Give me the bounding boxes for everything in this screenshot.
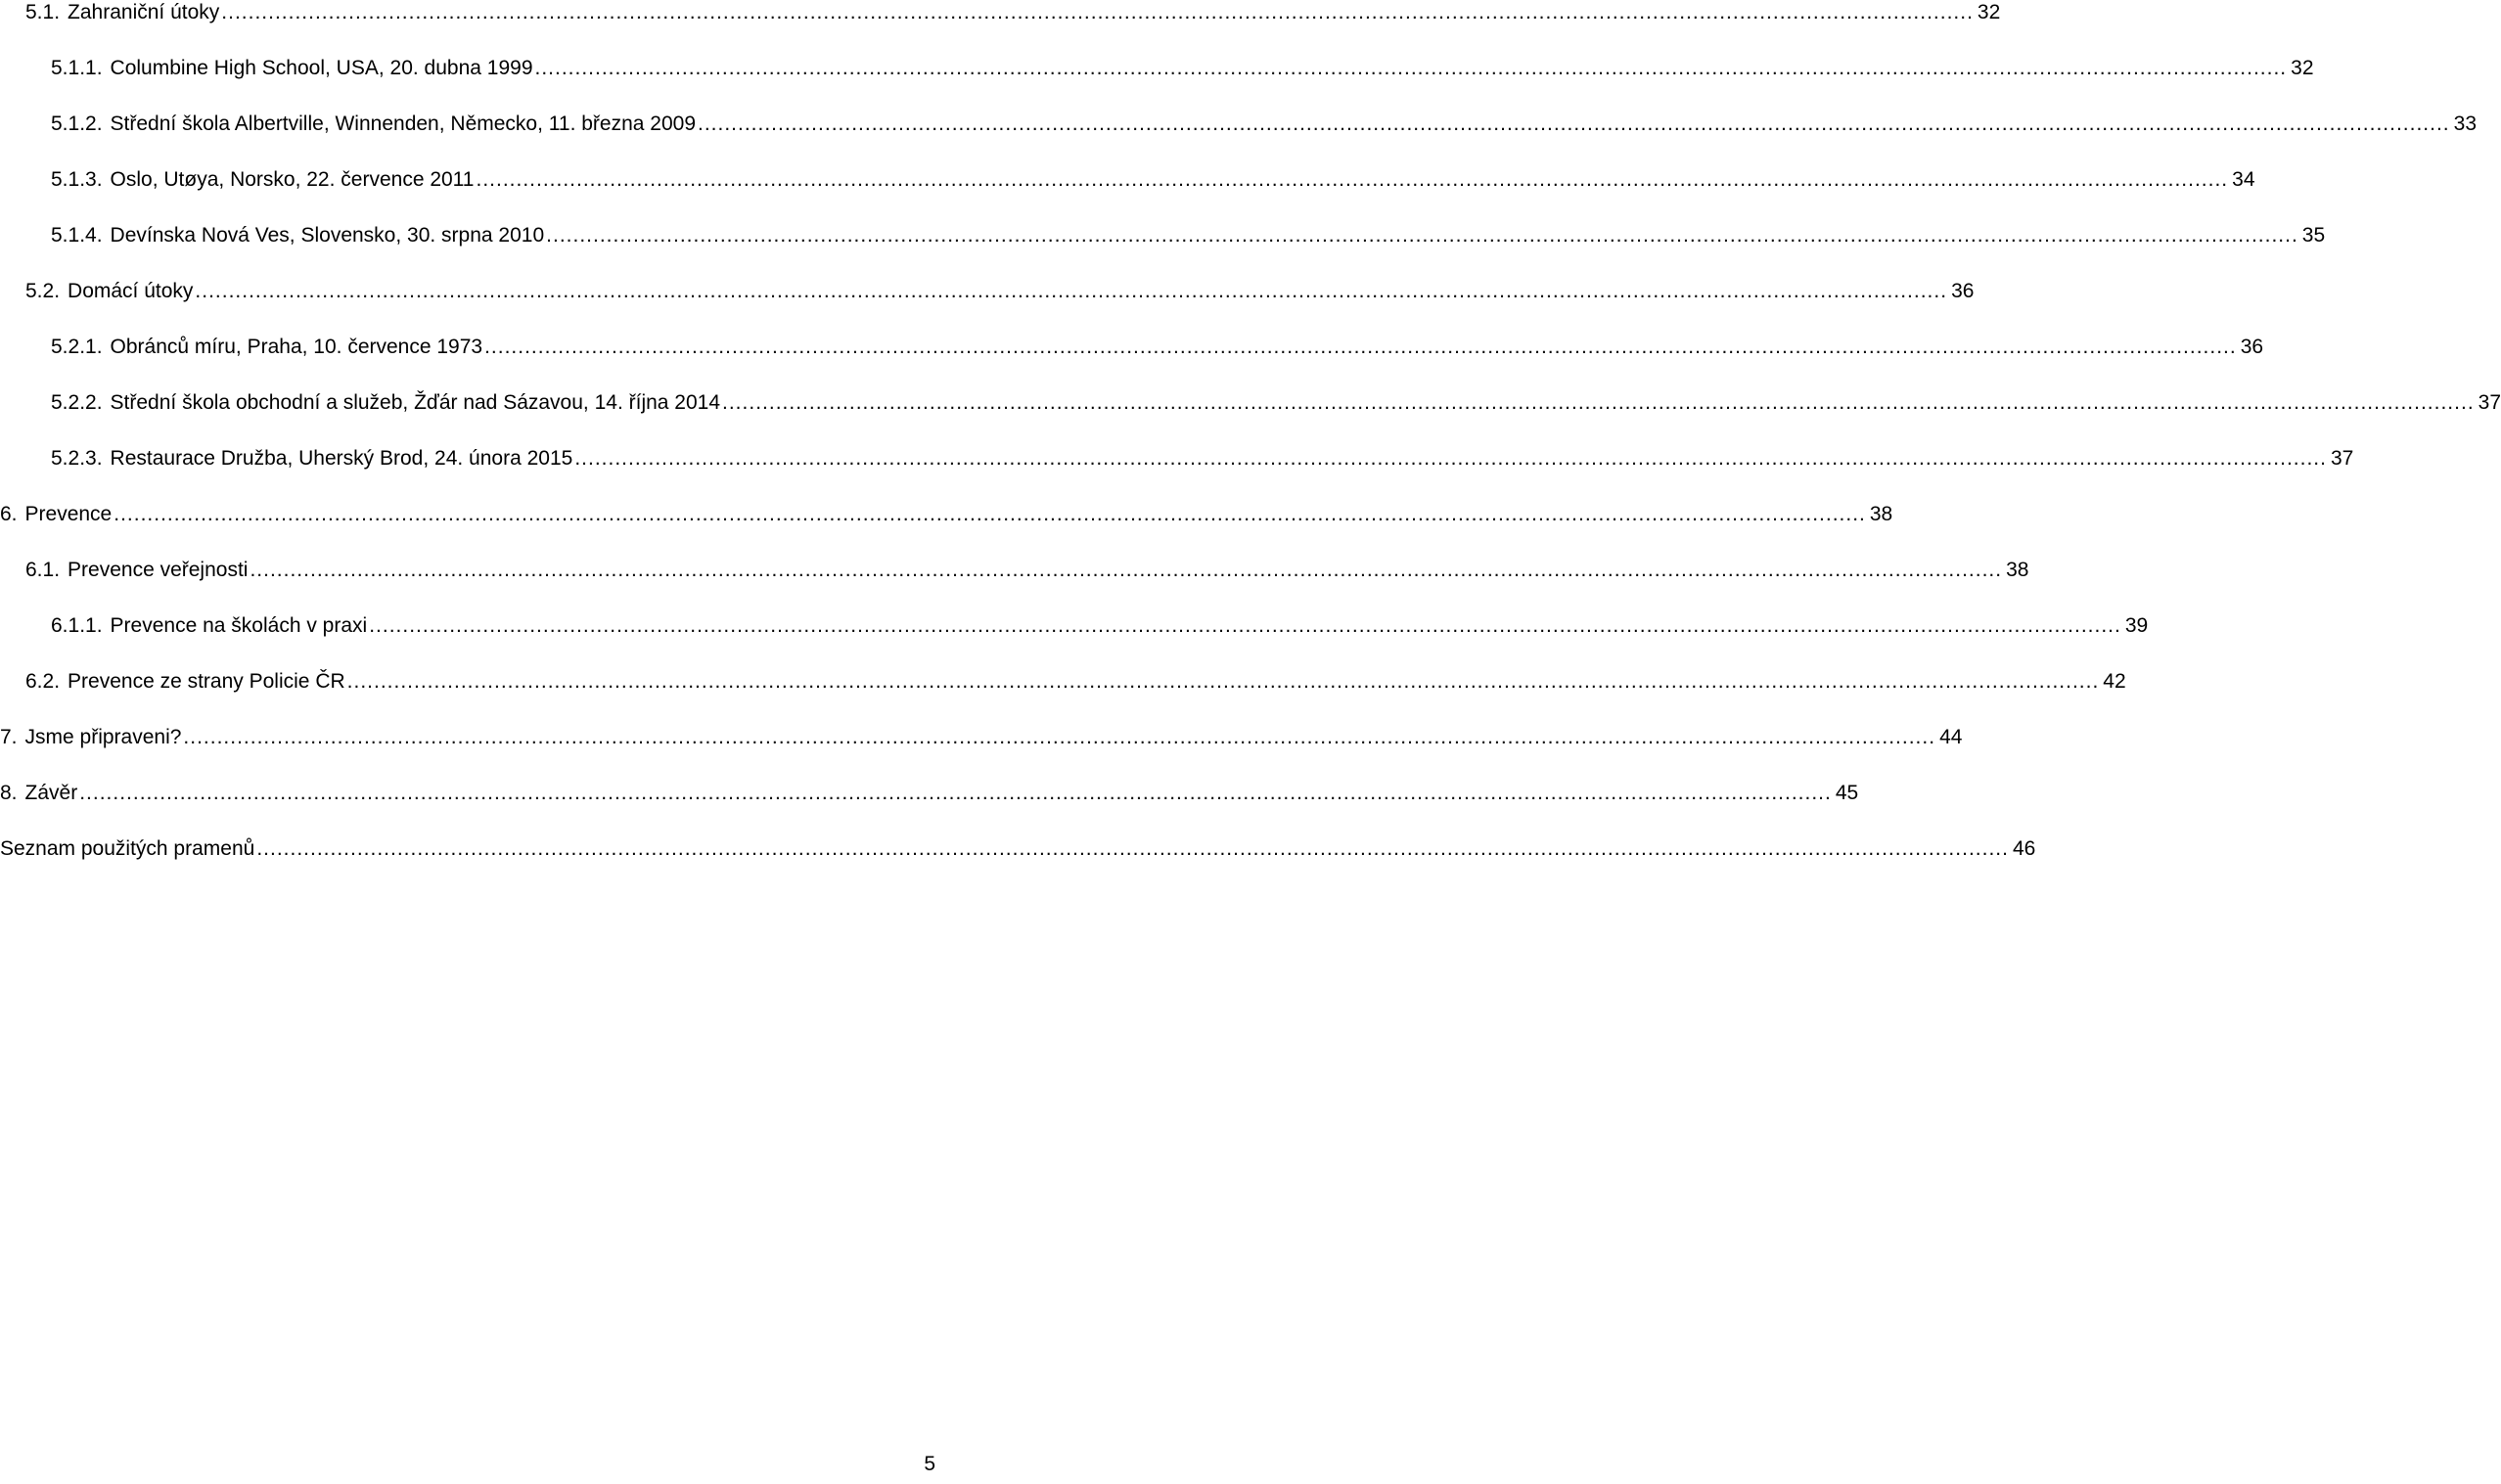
toc-entry-number: 5.1.4. (51, 224, 103, 247)
toc-entry-title: Obránců míru, Praha, 10. července 1973 (110, 336, 483, 358)
toc-entry-number: 5.2. (25, 280, 61, 302)
dot-leader (347, 665, 2100, 698)
toc-entry-5-1-4[interactable] (0, 219, 2326, 252)
toc-entry-number: 5.1.2. (51, 112, 103, 135)
toc-entry-title: Střední škola Albertville, Winnenden, Německo, 11. března 2009 (110, 112, 696, 135)
dot-leader (722, 386, 2475, 420)
toc-entry-number: 5.1.1. (51, 57, 103, 79)
dot-leader (114, 498, 1866, 531)
dot-leader (369, 609, 2121, 643)
toc-entry-number: 5.2.3. (51, 447, 103, 470)
toc-entry-number: 6. (0, 503, 18, 525)
toc-entry-page: 46 (2012, 837, 2036, 860)
toc-entry-page: 39 (2124, 614, 2149, 637)
toc-entry-title: Prevence na školách v praxi (110, 614, 368, 637)
toc-entry-5-1-2[interactable] (0, 108, 2477, 141)
toc-entry-5-2-3[interactable] (0, 442, 2354, 475)
toc-entry-number: 5.1.3. (51, 168, 103, 191)
toc-entry-page: 37 (2478, 391, 2501, 414)
toc-entry-6-1[interactable] (0, 554, 2029, 587)
toc-entry-number: 6.2. (25, 670, 61, 693)
toc-entry-title: Columbine High School, USA, 20. dubna 1999 (110, 57, 533, 79)
dot-leader (535, 52, 2288, 85)
dot-leader (484, 331, 2237, 364)
toc-entry-number: 6.1. (25, 559, 61, 581)
dot-leader (250, 554, 2002, 587)
toc-entry-title: Prevence (24, 503, 113, 525)
toc-entry-seznam-pramenu[interactable] (0, 832, 2036, 866)
toc-entry-page: 38 (1869, 503, 1893, 525)
toc-entry-page: 34 (2232, 168, 2255, 191)
toc-entry-6-1-1[interactable] (0, 609, 2149, 643)
dot-leader (79, 777, 1832, 810)
toc-entry-5-2-2[interactable] (0, 386, 2501, 420)
toc-entry-8[interactable] (0, 777, 1859, 810)
page-number: 5 (924, 1453, 935, 1475)
toc-entry-title: Zahraniční útoky (68, 1, 220, 23)
toc-entry-page: 35 (2301, 224, 2326, 247)
toc-entry-6-2[interactable] (0, 665, 2126, 698)
toc-entry-page: 37 (2330, 447, 2354, 470)
toc-entry-title: Seznam použitých pramenů (0, 837, 255, 860)
toc-entry-page: 42 (2103, 670, 2126, 693)
dot-leader (256, 832, 2009, 866)
toc-entry-number: 5.2.2. (51, 391, 103, 414)
toc-entry-title: Prevence ze strany Policie ČR (68, 670, 345, 693)
dot-leader (698, 108, 2450, 141)
toc-entry-page: 38 (2006, 559, 2029, 581)
toc-entry-5-2-1[interactable] (0, 331, 2264, 364)
toc-entry-5-1-3[interactable] (0, 163, 2255, 197)
dot-leader (221, 0, 1974, 29)
dot-leader (183, 721, 1935, 754)
toc-entry-title: Devínska Nová Ves, Slovensko, 30. srpna 2010 (110, 224, 545, 247)
toc-entry-page: 36 (1951, 280, 1975, 302)
toc-entry-title: Střední škola obchodní a služeb, Žďár nad Sázavou, 14. října 2014 (110, 391, 721, 414)
toc-entry-page: 33 (2453, 112, 2477, 135)
toc-entry-number: 8. (0, 782, 18, 804)
dot-leader (195, 275, 1947, 308)
toc-entry-number: 5.1. (25, 1, 61, 23)
toc-entry-title: Restaurace Družba, Uherský Brod, 24. února 2015 (110, 447, 573, 470)
toc-entry-title: Domácí útoky (68, 280, 194, 302)
toc-entry-title: Oslo, Utøya, Norsko, 22. července 2011 (110, 168, 475, 191)
toc-entry-5-1-1[interactable] (0, 52, 2314, 85)
toc-entry-title: Jsme připraveni? (24, 726, 182, 748)
toc-entry-title: Závěr (24, 782, 78, 804)
toc-entry-5-1[interactable] (0, 0, 2001, 29)
toc-entry-number: 7. (0, 726, 18, 748)
dot-leader (546, 219, 2298, 252)
toc-entry-page: 44 (1939, 726, 1963, 748)
toc-entry-page: 32 (2291, 57, 2314, 79)
dot-leader (477, 163, 2229, 197)
toc-entry-page: 32 (1977, 1, 2001, 23)
toc-entry-7[interactable] (0, 721, 1963, 754)
toc-entry-5-2[interactable] (0, 275, 1975, 308)
toc-entry-6[interactable] (0, 498, 1893, 531)
toc-entry-page: 36 (2240, 336, 2264, 358)
toc-entry-title: Prevence veřejnosti (68, 559, 249, 581)
toc-entry-page: 45 (1835, 782, 1859, 804)
dot-leader (574, 442, 2327, 475)
toc-entry-number: 5.2.1. (51, 336, 103, 358)
toc-entry-number: 6.1.1. (51, 614, 103, 637)
